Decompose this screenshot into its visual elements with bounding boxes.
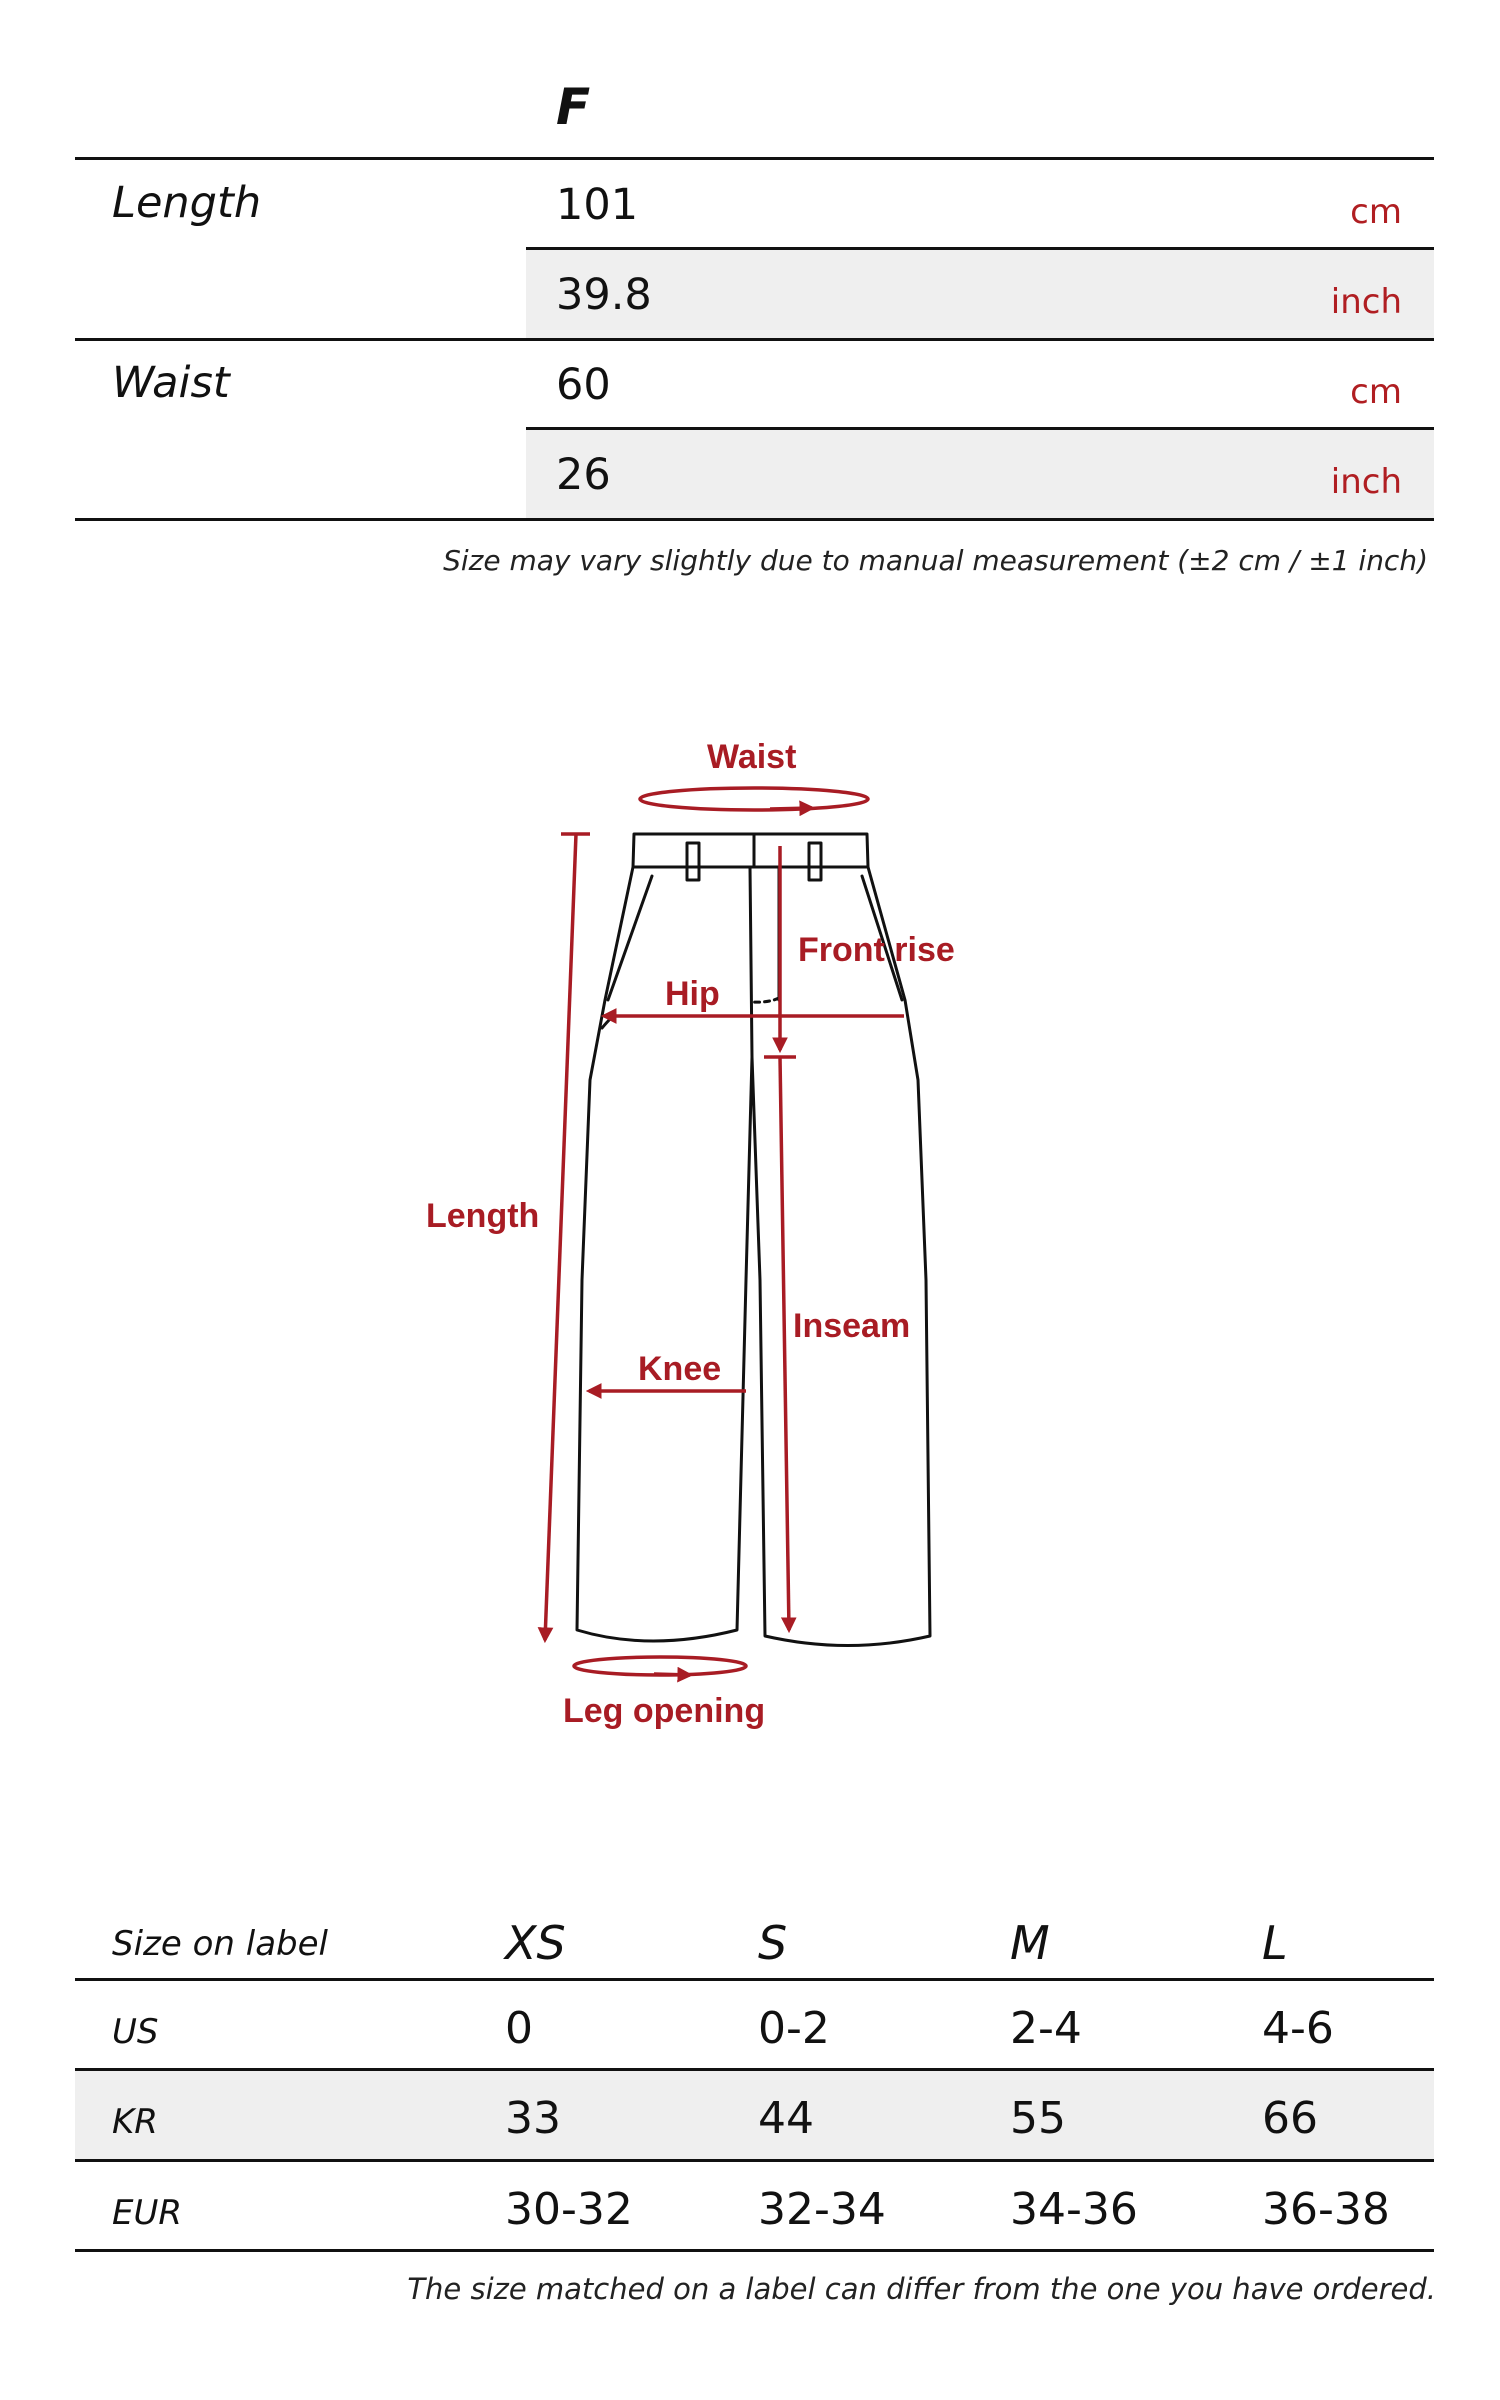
us-s: 0-2	[758, 2003, 830, 2054]
size-m: M	[1010, 1916, 1050, 1970]
kr-row-shade	[75, 2071, 1434, 2159]
measurement-note: Size may vary slightly due to manual measurement (±2 cm / ±1 inch)	[443, 544, 1428, 577]
row-rule	[75, 338, 1434, 341]
length-inch-value: 39.8	[556, 270, 652, 320]
size-header: F	[556, 78, 591, 136]
leg-opening-arrow	[654, 1674, 690, 1675]
us-l: 4-6	[1262, 2003, 1334, 2054]
kr-m: 55	[1010, 2093, 1066, 2144]
label-waist: Waist	[707, 738, 797, 776]
label-length: Length	[426, 1197, 540, 1235]
label-inseam: Inseam	[793, 1307, 911, 1345]
label-leg-opening: Leg opening	[563, 1692, 766, 1730]
row-label-length: Length	[112, 178, 262, 228]
size-xs: XS	[505, 1916, 566, 1970]
length-arrow	[545, 834, 576, 1640]
eur-l: 36-38	[1262, 2184, 1390, 2235]
waist-inch-value: 26	[556, 450, 611, 500]
waist-inch-unit: inch	[1330, 462, 1402, 502]
length-inch-unit: inch	[1330, 282, 1402, 322]
kr-s: 44	[758, 2093, 814, 2144]
waist-cm-unit: cm	[1350, 372, 1402, 412]
label-hip: Hip	[665, 975, 720, 1013]
conversion-bottom-rule	[75, 2249, 1434, 2252]
waist-inch-row	[526, 430, 1434, 518]
eur-xs: 30-32	[505, 2184, 633, 2235]
size-s: S	[758, 1916, 788, 1970]
us-m: 2-4	[1010, 2003, 1082, 2054]
conversion-note: The size matched on a label can differ from the one you have ordered.	[407, 2272, 1436, 2306]
size-l: L	[1262, 1916, 1288, 1970]
eur-m: 34-36	[1010, 2184, 1138, 2235]
label-knee: Knee	[638, 1350, 722, 1388]
row-label-waist: Waist	[112, 358, 230, 408]
label-front-rise: Front rise	[798, 931, 955, 969]
conversion-row-rule	[75, 2159, 1434, 2162]
waist-arrow	[770, 808, 812, 809]
row-label-kr: KR	[112, 2102, 158, 2142]
conversion-header-rule	[75, 1978, 1434, 1981]
us-xs: 0	[505, 2003, 533, 2054]
size-on-label-heading: Size on label	[112, 1924, 328, 1964]
row-label-us: US	[112, 2012, 159, 2052]
row-label-eur: EUR	[112, 2193, 182, 2233]
length-cm-unit: cm	[1350, 192, 1402, 232]
length-inch-row	[526, 250, 1434, 338]
eur-s: 32-34	[758, 2184, 886, 2235]
table-top-rule	[75, 157, 1434, 160]
waist-ellipse	[640, 788, 868, 810]
waist-cm-value: 60	[556, 360, 611, 410]
inseam-arrow	[780, 1057, 789, 1630]
leg-opening-ellipse	[574, 1657, 746, 1675]
length-cm-value: 101	[556, 180, 639, 230]
kr-l: 66	[1262, 2093, 1318, 2144]
measurement-arrows	[545, 788, 904, 1675]
kr-xs: 33	[505, 2093, 561, 2144]
table-bottom-rule	[75, 518, 1434, 521]
pants-diagram	[0, 700, 1500, 1760]
